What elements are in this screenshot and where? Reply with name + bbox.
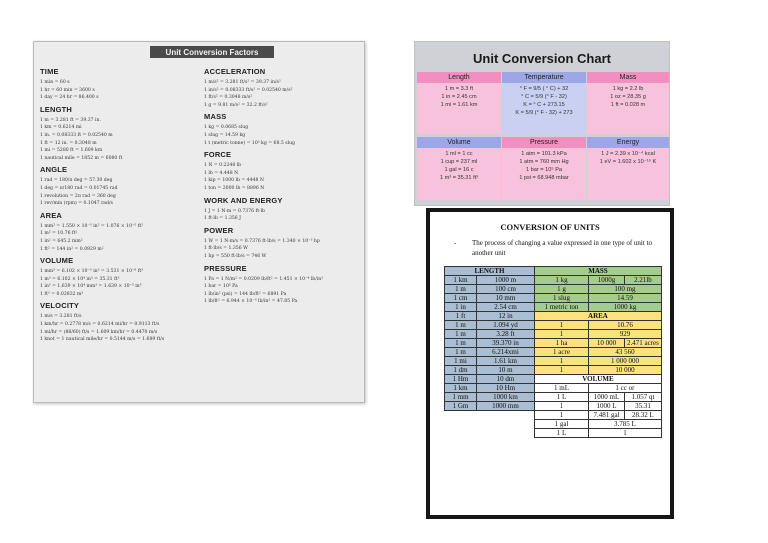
table-cell: 1.61 km bbox=[477, 357, 535, 366]
table-row bbox=[445, 375, 662, 384]
chart-line: 1 cup = 237 ml bbox=[440, 159, 478, 165]
table-cell: 1000 mm bbox=[477, 402, 535, 411]
table-cell: 1 bbox=[589, 429, 662, 438]
table-row bbox=[445, 303, 662, 312]
factor-line: 1 mm² = 1.550 × 10⁻³ in² = 1.076 × 10⁻⁵ ft² bbox=[40, 223, 144, 229]
table-cell: 1 g bbox=[535, 285, 589, 294]
factor-line: 1 in² = 645.2 mm² bbox=[40, 238, 83, 244]
factor-section bbox=[204, 264, 364, 306]
table-cell bbox=[445, 411, 535, 420]
table-row bbox=[445, 321, 662, 330]
table-cell: 1 mL bbox=[535, 384, 589, 393]
factor-section-heading: VELOCITY bbox=[40, 301, 80, 311]
volume-block-header: Volume bbox=[417, 137, 501, 148]
factor-line: 1 ft·lb/s = 1.356 W bbox=[204, 246, 248, 252]
table-row bbox=[445, 411, 662, 420]
temperature-block-header: Temperature bbox=[502, 72, 586, 83]
factor-section-heading: PRESSURE bbox=[204, 263, 247, 273]
table-cell: 929 bbox=[589, 330, 662, 339]
mass-block bbox=[587, 72, 669, 134]
factor-line: 1 m/s² = 3.281 ft/s² = 39.37 in/s² bbox=[204, 80, 281, 85]
slide-content bbox=[430, 212, 670, 515]
table-cell: 39.370 in bbox=[477, 339, 535, 348]
factor-line: 1 m³ = 6.102 × 10⁴ in³ = 35.31 ft³ bbox=[40, 276, 120, 282]
table-cell: 10 mm bbox=[477, 294, 535, 303]
table-cell: 1 ft bbox=[445, 312, 477, 321]
table-cell: 1 m bbox=[445, 348, 477, 357]
table-cell: 3.785 L bbox=[589, 420, 662, 429]
factor-line: 1 km = 0.6214 mi bbox=[40, 125, 82, 131]
factor-section-heading: LENGTH bbox=[40, 104, 73, 114]
chart-line: 1 ft = 0.028 m bbox=[610, 102, 646, 108]
chart-line: 1 atm = 760 mm Hg bbox=[519, 159, 569, 165]
factor-line: 1 Pa = 1 N/m² = 0.0209 lb/ft² = 1.451 × 10⁻⁴ lb/in² bbox=[204, 276, 324, 282]
chart-line: ° C = 5/9 (° F - 32) bbox=[521, 94, 567, 100]
table-cell: 10 000 bbox=[589, 366, 662, 375]
table-cell: 1 bbox=[535, 357, 589, 366]
table-cell: 1 bbox=[535, 330, 589, 339]
table-cell: 1.094 yd bbox=[477, 321, 535, 330]
table-cell: 35.31 bbox=[625, 402, 662, 411]
mass-block-body bbox=[587, 83, 669, 134]
pressure-block-body bbox=[502, 148, 586, 200]
conversion-of-units-slide bbox=[426, 208, 674, 519]
factor-line: 1 g = 9.81 m/s² = 32.2 ft/s² bbox=[204, 102, 268, 108]
factor-line: 1 mm³ = 6.102 × 10⁻⁵ in³ = 3.531 × 10⁻⁸ ft³ bbox=[40, 269, 144, 275]
conversion-table bbox=[444, 266, 662, 438]
table-cell: 1 gal bbox=[535, 420, 589, 429]
factor-line: 1 m = 3.281 ft = 39.37 in. bbox=[40, 117, 101, 123]
factor-line: 1 rad = 180/π deg = 57.30 deg bbox=[40, 178, 113, 184]
table-cell: MASS bbox=[535, 267, 662, 276]
table-cell: 3.28 ft bbox=[477, 330, 535, 339]
table-cell: 1000 km bbox=[477, 393, 535, 402]
factor-section bbox=[40, 301, 200, 343]
factor-line: 1 t (metric tonne) = 10³ kg = 68.5 slug bbox=[204, 140, 295, 146]
table-cell: 7.481 gal bbox=[589, 411, 625, 420]
factor-line: 1 hp = 550 ft·lb/s = 746 W bbox=[204, 253, 267, 259]
bullet-text: The process of changing a value expressed in one type of unit to another unit bbox=[472, 239, 653, 257]
factor-line: 1 nautical mile = 1852 m = 6080 ft bbox=[40, 155, 123, 161]
table-cell: 1 bbox=[535, 321, 589, 330]
table-cell: 10.76 bbox=[589, 321, 662, 330]
table-row bbox=[445, 402, 662, 411]
chart-line: 1 mi = 1.61 km bbox=[440, 102, 478, 108]
table-cell: 28.32 L bbox=[625, 411, 662, 420]
factor-line: 1 N = 0.2248 lb bbox=[204, 163, 242, 169]
factor-section bbox=[40, 165, 200, 207]
table-row bbox=[445, 267, 662, 276]
table-row bbox=[445, 294, 662, 303]
factor-section-heading: ANGLE bbox=[40, 165, 68, 175]
table-row bbox=[445, 285, 662, 294]
factor-section bbox=[204, 112, 364, 147]
conversion-chart-panel bbox=[414, 41, 670, 206]
table-cell: 1 bbox=[535, 411, 589, 420]
table-row bbox=[445, 312, 662, 321]
table-row bbox=[445, 357, 662, 366]
factor-section-heading: POWER bbox=[204, 225, 234, 235]
chart-line: 1 m³ = 35.31 ft³ bbox=[439, 175, 479, 181]
energy-block bbox=[587, 137, 669, 200]
table-cell: 2.54 cm bbox=[477, 303, 535, 312]
table-row bbox=[445, 393, 662, 402]
factor-section bbox=[40, 67, 200, 102]
length-block-body bbox=[417, 83, 501, 134]
factor-line: 1 ft/s² = 0.3048 m/s² bbox=[204, 95, 253, 101]
table-cell: 2.21lb bbox=[625, 276, 662, 285]
table-row bbox=[445, 348, 662, 357]
length-block bbox=[417, 72, 501, 134]
factor-line: 1 in³ = 1.639 × 10⁴ mm³ = 1.639 × 10⁻⁵ m³ bbox=[40, 284, 142, 290]
factor-line: 1 slug = 14.59 kg bbox=[204, 132, 246, 138]
table-cell: 1000 kg bbox=[589, 303, 662, 312]
table-cell: 1 L bbox=[535, 393, 589, 402]
table-cell: 1000 L bbox=[589, 402, 625, 411]
factor-line: 1 lb/ft² = 6.944 × 10⁻³ lb/in² = 47.85 Pa bbox=[204, 299, 298, 305]
table-cell bbox=[445, 420, 535, 429]
factor-line: 1 day = 24 hr = 86,400 s bbox=[40, 95, 99, 101]
table-cell: 14.59 bbox=[589, 294, 662, 303]
volume-block-body bbox=[417, 148, 501, 200]
table-row bbox=[445, 330, 662, 339]
factor-line: 1 m² = 10.76 ft² bbox=[40, 231, 78, 237]
chart-line: K = ° C + 273.15 bbox=[523, 102, 565, 108]
table-row bbox=[445, 384, 662, 393]
chart-line: 1 J = 2.39 x 10⁻⁴ kcal bbox=[601, 151, 655, 157]
table-cell: 1 dm bbox=[445, 366, 477, 375]
table-row bbox=[445, 420, 662, 429]
table-cell: 100 mg bbox=[589, 285, 662, 294]
slide-title: CONVERSION OF UNITS bbox=[500, 222, 600, 232]
table-cell: 1 000 000 bbox=[589, 357, 662, 366]
table-cell: VOLUME bbox=[535, 375, 662, 384]
table-cell: 1 ha bbox=[535, 339, 589, 348]
table-row bbox=[445, 429, 662, 438]
slide-bullet bbox=[454, 238, 658, 258]
table-cell: 1 km bbox=[445, 384, 477, 393]
table-cell bbox=[445, 429, 535, 438]
table-cell: 1 in bbox=[445, 303, 477, 312]
factor-line: 1 hr = 60 min = 3600 s bbox=[40, 87, 95, 93]
table-cell: 1 mi bbox=[445, 357, 477, 366]
factor-section-heading: MASS bbox=[204, 112, 227, 122]
table-cell: 10 m bbox=[477, 366, 535, 375]
factor-line: 1 revolution = 2π rad = 360 deg bbox=[40, 193, 116, 199]
table-cell: 1000 m bbox=[477, 276, 535, 285]
temperature-block-body bbox=[502, 83, 586, 134]
table-cell: 1000g bbox=[589, 276, 625, 285]
table-cell: 1 L bbox=[535, 429, 589, 438]
volume-block bbox=[417, 137, 501, 200]
chart-line: 1 bar = 10⁵ Pa bbox=[525, 167, 563, 173]
chart-line: 1 psi = 68.948 mbar bbox=[519, 175, 569, 181]
table-cell: 1 bbox=[535, 366, 589, 375]
chart-line: 1 m = 3.3 ft bbox=[444, 86, 474, 92]
factor-section bbox=[204, 226, 364, 261]
table-cell: AREA bbox=[535, 312, 662, 321]
factor-section bbox=[40, 105, 200, 163]
table-cell: 1 km bbox=[445, 276, 477, 285]
factor-line: 1 m/s = 3.281 ft/s bbox=[40, 314, 82, 320]
factor-section bbox=[40, 256, 200, 298]
table-row bbox=[445, 366, 662, 375]
table-cell: 1 cc or bbox=[589, 384, 662, 393]
factors-title: Unit Conversion Factors bbox=[150, 46, 274, 58]
energy-block-header: Energy bbox=[587, 137, 669, 148]
table-cell: 100 cm bbox=[477, 285, 535, 294]
factor-section bbox=[204, 196, 364, 223]
energy-block-body bbox=[587, 148, 669, 200]
factor-section-heading: TIME bbox=[40, 67, 59, 76]
table-cell: 1 metric ton bbox=[535, 303, 589, 312]
length-block-header: Length bbox=[417, 72, 501, 83]
chart-line: 1 in = 2.45 cm bbox=[441, 94, 477, 100]
table-cell: 1 m bbox=[445, 285, 477, 294]
table-cell: 1000 mL bbox=[589, 393, 625, 402]
table-cell: LENGTH bbox=[445, 267, 535, 276]
factor-line: 1 kip = 1000 lb = 4448 N bbox=[204, 178, 264, 184]
chart-title: Unit Conversion Chart bbox=[473, 51, 611, 66]
chart-line: K = 5/9 (° F - 32) + 273 bbox=[515, 110, 573, 116]
factor-section-heading: VOLUME bbox=[40, 256, 74, 266]
factor-line: 1 lb = 4.448 N bbox=[204, 170, 239, 176]
table-cell: 1 Gm bbox=[445, 402, 477, 411]
factor-line: 1 ft = 12 in. = 0.3048 m bbox=[40, 140, 97, 146]
factor-line: 1 J = 1 N·m = 0.7376 ft·lb bbox=[204, 208, 265, 214]
conversion-factors-panel bbox=[33, 41, 365, 403]
table-cell: 43 560 bbox=[589, 348, 662, 357]
factor-line: 1 W = 1 N·m/s = 0.7376 ft·lb/s = 1.340 × 10⁻³ hp bbox=[204, 238, 320, 244]
chart-line: 1 atm = 101.3 kPa bbox=[521, 151, 567, 157]
factor-line: 1 min = 60 s bbox=[40, 80, 70, 85]
factor-line: 1 mi = 5280 ft = 1.609 km bbox=[40, 148, 103, 154]
table-cell: 1.057 qt bbox=[625, 393, 662, 402]
factor-section-heading: FORCE bbox=[204, 150, 232, 160]
factor-line: 1 in. = 0.08333 ft = 0.02540 m bbox=[40, 132, 113, 138]
factor-line: 1 km/hr = 0.2778 m/s = 0.6214 mi/hr = 0.9113 ft/s bbox=[40, 322, 160, 328]
factor-section bbox=[40, 211, 200, 253]
chart-line: 1 eV = 1.602 x 10⁻¹⁹ K bbox=[599, 159, 657, 165]
mass-block-header: Mass bbox=[587, 72, 669, 83]
factor-line: 1 ft³ = 0.02832 m³ bbox=[40, 291, 84, 297]
table-cell: 1 m bbox=[445, 321, 477, 330]
factor-section-heading: ACCELERATION bbox=[204, 67, 266, 76]
temperature-block bbox=[502, 72, 586, 134]
factor-line: 1 lb/in² (psi) = 144 lb/ft² = 6891 Pa bbox=[204, 291, 287, 297]
factors-right-column bbox=[204, 66, 364, 309]
factor-section bbox=[204, 67, 364, 109]
factor-line: 1 ft² = 144 in² = 0.0929 m² bbox=[40, 246, 104, 252]
table-row bbox=[445, 276, 662, 285]
table-cell: 2.471 acres bbox=[625, 339, 662, 348]
factor-line: 1 bar = 10⁵ Pa bbox=[204, 284, 238, 290]
factor-section bbox=[204, 150, 364, 192]
table-row bbox=[445, 339, 662, 348]
table-cell: 1 slug bbox=[535, 294, 589, 303]
factor-section-heading: AREA bbox=[40, 210, 63, 220]
factor-line: 1 in/s² = 0.08333 ft/s² = 0.02540 m/s² bbox=[204, 87, 293, 93]
table-cell: 12 in bbox=[477, 312, 535, 321]
chart-line: 1 oz = 28.35 g bbox=[610, 94, 646, 100]
table-cell: 10 dm bbox=[477, 375, 535, 384]
chart-line: 1 gal = 16 c bbox=[444, 167, 474, 173]
factor-line: 1 mi/hr = (88/60) ft/s = 1.609 km/hr = 0.4470 m/s bbox=[40, 329, 158, 335]
pressure-block bbox=[502, 137, 586, 200]
table-cell: 1 mm bbox=[445, 393, 477, 402]
table-cell: 10 000 bbox=[589, 339, 625, 348]
factor-line: 1 deg = π/180 rad = 0.01745 rad bbox=[40, 185, 118, 191]
chart-line: ° F = 9/5 ( ° C) + 32 bbox=[519, 86, 569, 92]
factors-left-column bbox=[40, 66, 200, 347]
chart-line: 1 kg = 2.2 lb bbox=[612, 86, 644, 92]
factor-line: 1 ton = 2000 lb = 8896 N bbox=[204, 185, 265, 191]
table-cell: 10 Hm bbox=[477, 384, 535, 393]
pressure-block-header: Pressure bbox=[502, 137, 586, 148]
factor-line: 1 knot = 1 nautical mile/hr = 0.5144 m/s = 1.689 ft/s bbox=[40, 337, 165, 343]
factor-section-heading: WORK AND ENERGY bbox=[204, 195, 283, 205]
table-cell: 1 bbox=[535, 402, 589, 411]
table-cell: 1 kg bbox=[535, 276, 589, 285]
factor-line: 1 kg = 0.0685 slug bbox=[204, 125, 249, 131]
table-cell: 1 Hm bbox=[445, 375, 477, 384]
table-cell: 1 acre bbox=[535, 348, 589, 357]
factor-line: 1 rev/min (rpm) = 0.1047 rad/s bbox=[40, 201, 113, 207]
table-cell: 1 m bbox=[445, 330, 477, 339]
bullet-dash: - bbox=[454, 239, 457, 247]
chart-line: 1 ml = 1 cc bbox=[445, 151, 473, 157]
factor-line: 1 ft·lb = 1.356 J bbox=[204, 216, 242, 222]
table-cell: 1 cm bbox=[445, 294, 477, 303]
table-cell: 1 m bbox=[445, 339, 477, 348]
table-cell: 6.214xmi bbox=[477, 348, 535, 357]
